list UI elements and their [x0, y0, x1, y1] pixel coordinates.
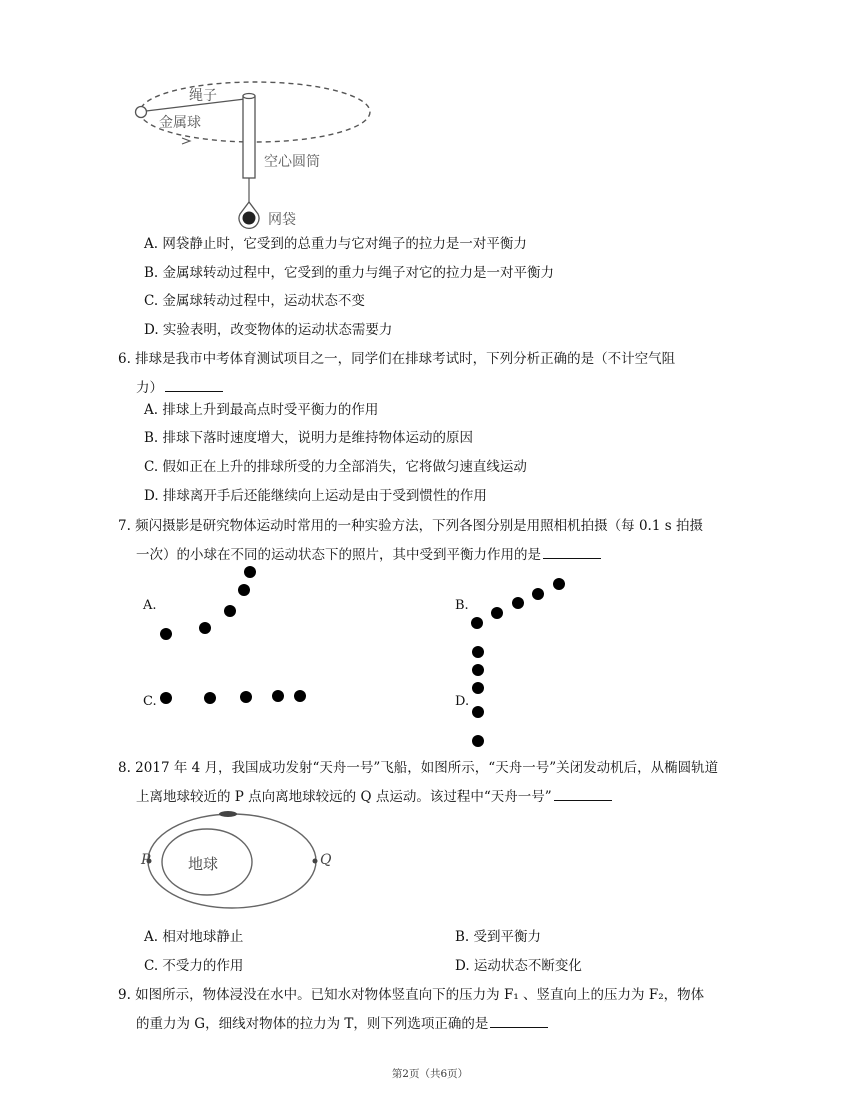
q6-option-c: C. 假如正在上升的排球所受的力全部消失，它将做匀速直线运动 [144, 459, 527, 475]
dot [472, 682, 484, 694]
label-hollow-tube: 空心圆筒 [264, 154, 320, 170]
q7-dots-c [160, 690, 306, 704]
dot [204, 692, 216, 704]
q6-option-a: A. 排球上升到最高点时受平衡力的作用 [144, 402, 379, 418]
q8-answer-blank[interactable] [554, 786, 612, 801]
q6-stem-text: 力） [136, 380, 163, 396]
q5-option-d: D. 实验表明，改变物体的运动状态需要力 [144, 322, 393, 338]
q7-label-b: B. [455, 598, 469, 613]
earth-label: 地球 [188, 855, 219, 873]
point-q [313, 859, 318, 864]
q8-option-d: D. 运动状态不断变化 [455, 958, 582, 974]
label-metal-ball: 金属球 [159, 115, 201, 131]
q8-option-c: C. 不受力的作用 [144, 958, 244, 974]
q8-stem-line1: 8. 2017 年 4 月，我国成功发射“天舟一号”飞船，如图所示，“天舟一号”关闭发动机后，从椭圆轨道 [118, 760, 719, 776]
dot [472, 664, 484, 676]
q5-option-b: B. 金属球转动过程中，它受到的重力与绳子对它的拉力是一对平衡力 [144, 265, 555, 281]
dot [532, 588, 544, 600]
dot [553, 578, 565, 590]
dot [238, 584, 250, 596]
dot [199, 622, 211, 634]
q8-orbit-figure [140, 808, 340, 918]
q7-stem-line1: 7. 频闪摄影是研究物体运动时常用的一种实验方法，下列各图分别是用照相机拍摄（每 0.1 s 拍摄 [118, 518, 703, 534]
spacecraft-mark [219, 811, 237, 817]
dot [472, 706, 484, 718]
q7-label-c: C. [143, 694, 157, 709]
dot [512, 597, 524, 609]
q5-option-c: C. 金属球转动过程中，运动状态不变 [144, 293, 365, 309]
dot [472, 735, 484, 747]
q7-dots-d [472, 646, 484, 747]
q-label: Q [320, 852, 332, 868]
dot [224, 605, 236, 617]
dot [160, 628, 172, 640]
q6-stem-line1: 6. 排球是我市中考体育测试项目之一，同学们在排球考试时，下列分析正确的是（不计空气阻 [118, 351, 676, 367]
q7-label-d: D. [455, 694, 470, 709]
q9-stem-line1: 9. 如图所示，物体浸没在水中。已知水对物体竖直向下的压力为 F₁ 、竖直向上的压力为 F₂，物体 [118, 987, 705, 1003]
page-footer: 第2页（共6页） [391, 1068, 469, 1080]
dot [471, 617, 483, 629]
dot [272, 690, 284, 702]
q7-dots-a [160, 566, 256, 640]
q9-stem-text: 的重力为 G，细线对物体的拉力为 T，则下列选项正确的是 [136, 1016, 489, 1032]
dot [294, 690, 306, 702]
p-label: P [141, 852, 151, 868]
dot [240, 691, 252, 703]
q8-option-b: B. 受到平衡力 [455, 929, 542, 945]
q7-dots-b [471, 578, 565, 629]
q9-stem-line2 [136, 1013, 548, 1034]
q9-answer-blank[interactable] [490, 1013, 548, 1028]
q8-option-a: A. 相对地球静止 [144, 929, 244, 945]
label-rope: 绳子 [189, 88, 217, 104]
dot [160, 692, 172, 704]
label-net-bag: 网袋 [268, 212, 296, 228]
dot [491, 607, 503, 619]
q7-stem-text: 一次）的小球在不同的运动状态下的照片，其中受到平衡力作用的是 [136, 547, 541, 563]
q6-option-b: B. 排球下落时速度增大，说明力是维持物体运动的原因 [144, 430, 474, 446]
q8-stem-text: 上离地球较近的 P 点向离地球较远的 Q 点运动。该过程中“天舟一号” [136, 789, 552, 805]
q5-option-a: A. 网袋静止时，它受到的总重力与它对绳子的拉力是一对平衡力 [144, 236, 527, 252]
q8-stem-line2 [136, 786, 612, 807]
q6-option-d: D. 排球离开手后还能继续向上运动是由于受到惯性的作用 [144, 488, 487, 504]
dot [244, 566, 256, 578]
dot [472, 646, 484, 658]
q7-label-a: A. [143, 598, 157, 613]
